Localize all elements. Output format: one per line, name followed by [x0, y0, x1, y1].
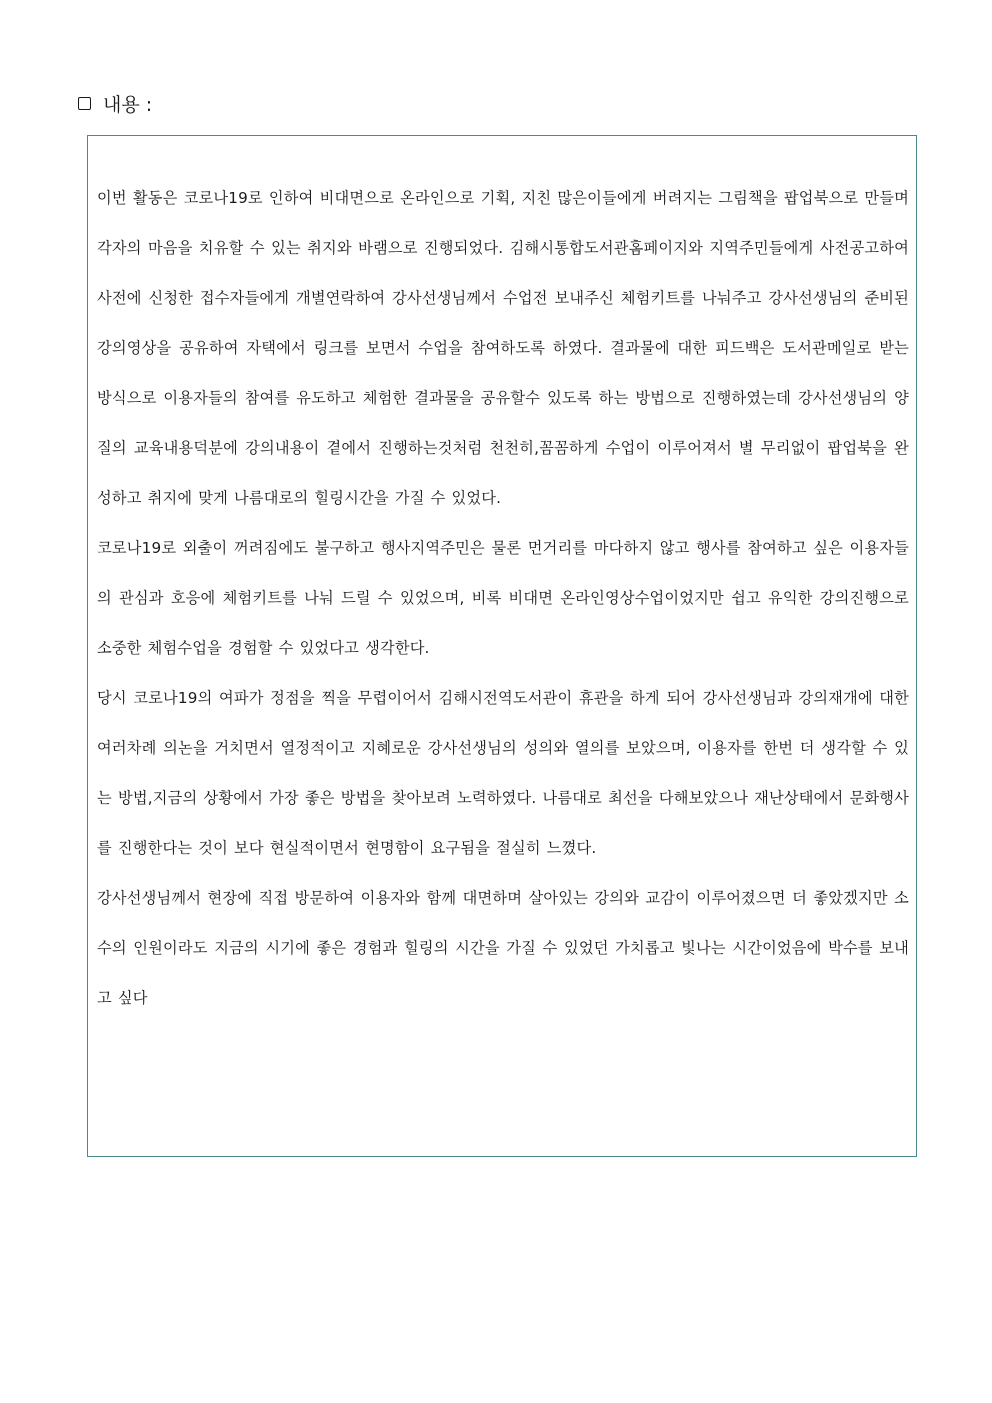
content-box — [87, 135, 917, 1157]
content-paragraph-1: 이번 활동은 코로나19로 인하여 비대면으로 온라인으로 기획, 지친 많은이들에게 버려지는 그림책을 팝업북으로 만들며 각자의 마음을 치유할 수 있는 취지와 바램으로 진행되었다. 김해시통합도서관홈페이지와 지역주민들에게 사전공고하여 사전에 신청한 접수자들에게 개별연락하여 강사선생님께서 수업전 보내주신 체험키트를 나눠주고 강사선생님의 준비된 강의영상을 공유하여 자택에서 링크를 보면서 수업을 참여하도록 하였다. 결과물에 대한 피드백은 도서관메일로 받는 방식으로 이용자들의 참여를 유도하고 체험한 결과물을 공유할수 있도록 하는 방법으로 진행하였는데 강사선생님의 양질의 교육내용덕분에 강의내용이 곁에서 진행하는것처럼 천천히,꼼꼼하게 수업이 이루어져서 별 무리없이 팝업북을 완성하고 취지에 맞게 나름대로의 힐링시간을 가질 수 있었다. — [97, 189, 909, 507]
content-text — [97, 173, 909, 1023]
checkbox-square-icon — [78, 97, 91, 110]
section-heading — [78, 88, 152, 118]
content-paragraph-4: 강사선생님께서 현장에 직접 방문하여 이용자와 함께 대면하며 살아있는 강의와 교감이 이루어졌으면 더 좋았겠지만 소수의 인원이라도 지금의 시기에 좋은 경험과 힐링의 시간을 가질 수 있었던 가치롭고 빛나는 시간이었음에 박수를 보내고 싶다 — [97, 889, 909, 1007]
content-paragraph-3: 당시 코로나19의 여파가 정점을 찍을 무렵이어서 김해시전역도서관이 휴관을 하게 되어 강사선생님과 강의재개에 대한 여러차례 의논을 거치면서 열정적이고 지혜로운 강사선생님의 성의와 열의를 보았으며, 이용자를 한번 더 생각할 수 있는 방법,지금의 상황에서 가장 좋은 방법을 찾아보려 노력하였다. 나름대로 최선을 다해보았으나 재난상태에서 문화행사를 진행한다는 것이 보다 현실적이면서 현명함이 요구됨을 절실히 느꼈다. — [97, 689, 909, 857]
content-paragraph-2: 코로나19로 외출이 꺼려짐에도 불구하고 행사지역주민은 물론 먼거리를 마다하지 않고 행사를 참여하고 싶은 이용자들의 관심과 호응에 체험키트를 나눠 드릴 수 있었으며, 비록 비대면 온라인영상수업이었지만 쉽고 유익한 강의진행으로 소중한 체험수업을 경험할 수 있었다고 생각한다. — [97, 539, 909, 657]
section-heading-label: 내용 : — [103, 93, 153, 116]
